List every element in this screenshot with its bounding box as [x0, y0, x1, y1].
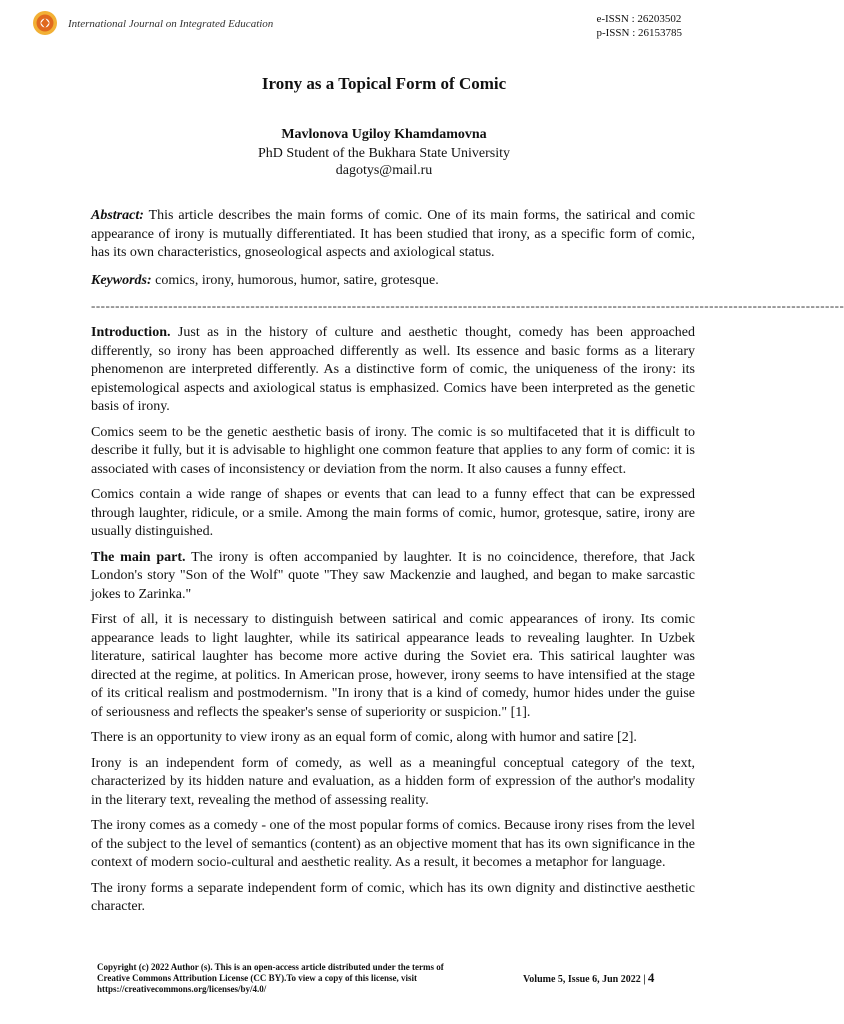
page-header — [32, 8, 736, 44]
article-title: Irony as a Topical Form of Comic — [261, 74, 507, 93]
paragraph-text: The irony comes as a comedy - one of the most popular forms of comics. Because irony rises from the level of the subject to the level of semantics (content) as an objective moment that has its own significance in the context of modern socio-cultural and aesthetic reality. As a result, it becomes a metaphor for language. — [91, 818, 695, 870]
abstract — [91, 207, 695, 263]
journal-logo-icon — [32, 10, 58, 36]
issn-block — [596, 12, 682, 40]
page-number: 4 — [647, 970, 655, 985]
abstract-text: This article describes the main forms of comic. One of its main forms, the satirical and comic appearance of irony is mutually differentiated. It has been studied that irony, as a specific form of comic, has its own characteristics, gnoseological aspects and axiological status. — [91, 208, 695, 260]
section-divider: ------------------------------------------------------------------------------------------------------------------------------------------------------------ — [91, 298, 844, 313]
paragraph-lead: Introduction. — [91, 325, 171, 340]
author-affiliation: PhD Student of the Bukhara State University — [258, 146, 510, 161]
paragraph — [91, 324, 695, 417]
keywords-text: comics, irony, humorous, humor, satire, grotesque. — [151, 273, 439, 288]
pissn: p-ISSN : 26153785 — [596, 27, 682, 39]
paragraph-lead: The main part. — [91, 549, 186, 565]
keywords-label: Keywords: — [91, 273, 152, 288]
paragraph-text: Irony is an independent form of comedy, as well as a meaningful conceptual category of the text, characterized by its hidden nature and evaluation, as a hidden form of expression of the author's modality in the literary text, revealing the method of assessing reality. — [91, 755, 695, 808]
paragraph-text: Comics contain a wide range of shapes or events that can lead to a funny effect that can be expressed through laughter, ridicule, or a smile. Among the main forms of comic, humor, grotesque, satire, irony are usually distinguished. — [91, 487, 695, 539]
eissn: e-ISSN : 26203502 — [596, 13, 682, 25]
paragraph — [91, 486, 695, 542]
author-email: dagotys@mail.ru — [335, 163, 433, 178]
paragraph-text: There is an opportunity to view irony as an equal form of comic, along with humor and satire [2]. — [91, 730, 637, 745]
paragraph — [91, 755, 695, 811]
keywords — [91, 272, 695, 291]
article-body — [91, 324, 695, 924]
volume-issue: Volume 5, Issue 6, Jun 2022 | — [523, 974, 648, 985]
paragraph-text: The irony forms a separate independent form of comic, which has its own dignity and distinctive aesthetic character. — [91, 880, 695, 914]
copyright-notice: Copyright (c) 2022 Author (s). This is an open-access article distributed under the terms of Creative Commons Attribution License (CC BY).To view a copy of this license, visit https://creativecommons.org/licenses/by/4.0/ — [97, 962, 444, 994]
paragraph — [91, 549, 695, 605]
paragraph — [91, 880, 695, 917]
paragraph — [91, 611, 695, 722]
paragraph-text: First of all, it is necessary to distinguish between satirical and comic appearances of irony. Its comic appearance leads to light laughter, while its satirical appearance leads to revealing laughter. In Uzbek literature, satirical laughter has become more active during the Soviet era. This satirical laughter was directed at the regime, at politics. In American prose, however, irony seems to have intensified at the stage of its critical realism and postmodernism. "In irony that is a kind of comedy, humor hides under the guise of seriousness and reflects the speaker's sense of superiority or suspicion." [1]. — [91, 612, 695, 720]
paragraph — [91, 817, 695, 873]
paragraph — [91, 729, 695, 748]
paragraph-text: The irony is often accompanied by laughter. It is no coincidence, therefore, that Jack London's story "Son of the Wolf" quote "They saw Mackenzie and laughed, and began to make sarcastic jokes to Zarinka." — [91, 549, 695, 602]
paragraph — [91, 424, 695, 480]
journal-name: International Journal on Integrated Education — [68, 18, 274, 30]
author-name: Mavlonova Ugiloy Khamdamovna — [281, 127, 487, 142]
paragraph-text: Comics seem to be the genetic aesthetic basis of irony. The comic is so multifaceted that it is difficult to describe it fully, but it is advisable to highlight one common feature that applies to any form of comic: it is associated with cases of inconsistency or deviation from the norm. It also causes a funny effect. — [91, 424, 695, 477]
abstract-label: Abstract: — [91, 208, 144, 223]
volume-info — [523, 970, 654, 986]
paragraph-text: Just as in the history of culture and aesthetic thought, comedy has been approached differently, so irony has been approached differently as well. Its essence and basic forms as a literary phenomenon are interpreted differently. As a distinctive form of comic, the uniqueness of the irony: its epistemological aspects and axiological status is emphasized. Comics have been interpreted as the genetic basis of irony. — [91, 325, 695, 414]
